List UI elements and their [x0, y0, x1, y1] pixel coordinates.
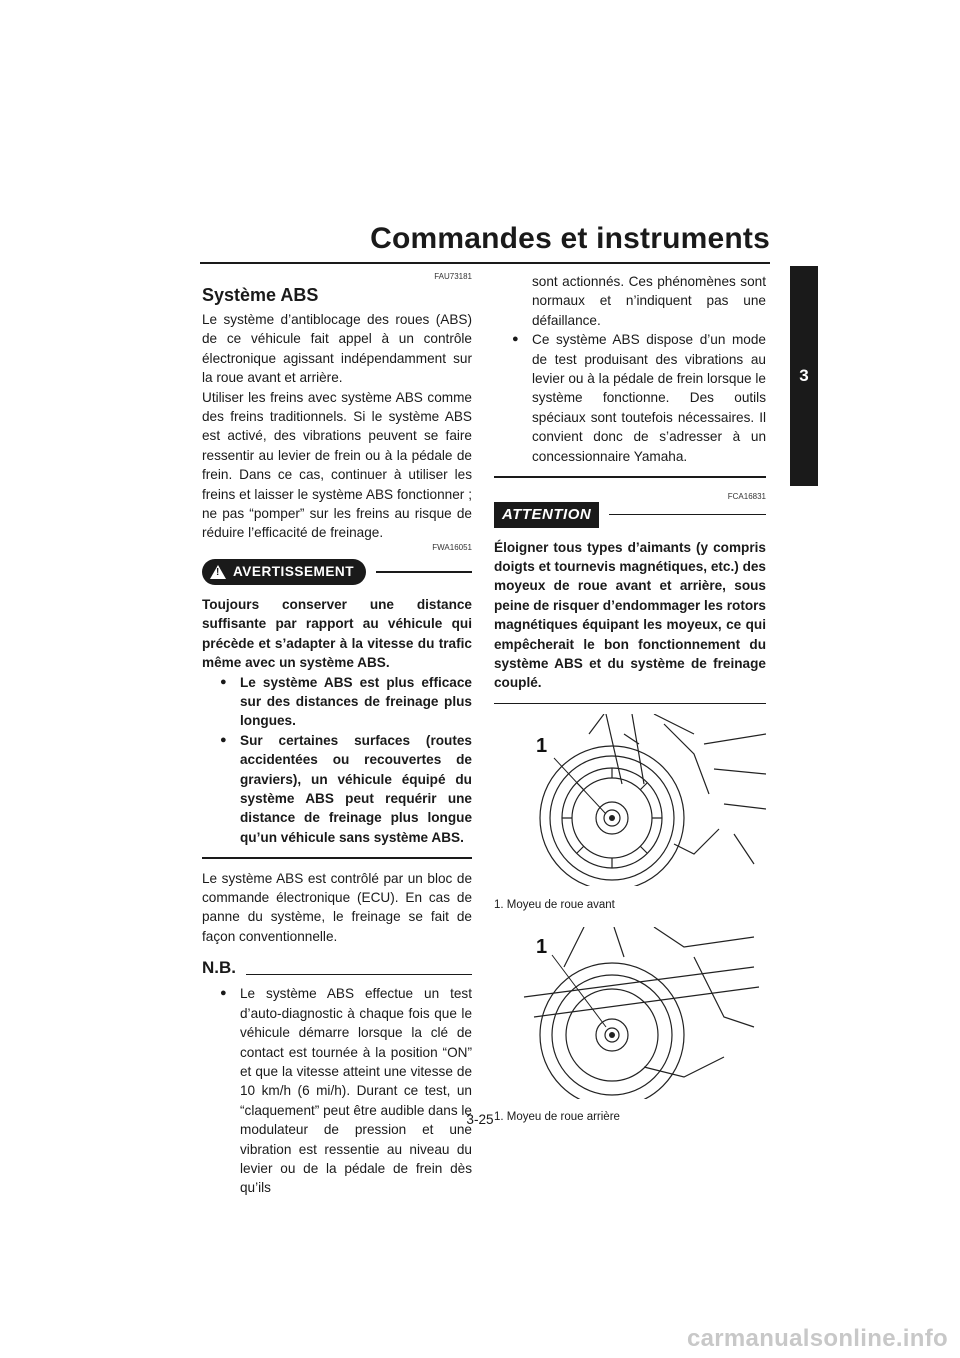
- note-label: N.B.: [202, 958, 236, 978]
- paragraph: Utiliser les freins avec système ABS comme des freins traditionnels. Si le système ABS est activé, des vibrations peuvent se faire ressentir au levier de frein ou à la pédale de frein. Dans ce cas, continuer à utiliser les freins et laisser le système ABS fonctionner ; ne pas “pomper” sur les freins au risque de réduire l’efficacité de freinage.: [202, 389, 472, 541]
- note-bullet: ● Le système ABS effectue un test d’auto-diagnostic à chaque fois que le véhicule démarre lorsque la clé de contact est tournée à la position “ON” et que la vitesse atteint une vitesse de 10 km/h (6 mi/h). Durant ce test, un “claquement” peut être audible dans le modulateur de pression et une vibration est ressentie au niveau du levier ou de la pédale de frein dès qu’ils: [218, 984, 472, 1197]
- note-end-rule: [494, 476, 766, 478]
- caution-end-rule: [494, 703, 766, 705]
- paragraph: Le système ABS est contrôlé par un bloc de commande électronique (ECU). En cas de panne du système, le freinage se fait de façon conventionnelle.: [202, 870, 472, 944]
- page-title: Commandes et instruments: [370, 222, 770, 255]
- front-wheel-hub-illustration: [494, 714, 766, 886]
- note-header: [202, 958, 472, 978]
- paragraph: Le système d’antiblocage des roues (ABS) de ce véhicule fait appel à un contrôle électronique agissant indépendamment sur la roue avant et arrière.: [202, 312, 472, 386]
- warning-bullet: ● Sur certaines surfaces (routes accidentées ou recouvertes de graviers), un véhicule équipé du système ABS peut requérir une distance de freinage plus longue qu’un véhicule sans système ABS.: [218, 731, 472, 847]
- warning-text: Toujours conserver une distance suffisante par rapport au véhicule qui précède et s’adapter à la vitesse du trafic même avec un système ABS.: [202, 596, 472, 671]
- section-title: Système ABS: [202, 285, 319, 305]
- caution-header: [494, 502, 766, 528]
- caution-badge: ATTENTION: [494, 502, 599, 528]
- note-rule: [246, 974, 472, 976]
- warning-label: AVERTISSEMENT: [233, 564, 355, 580]
- callout-number: 1: [536, 935, 548, 958]
- rear-wheel-figure: [494, 927, 766, 1125]
- warning-icon: !: [210, 565, 226, 579]
- caution-rule: [609, 514, 766, 516]
- caution-code: FCA16831: [727, 491, 766, 501]
- right-column: [494, 272, 766, 1125]
- front-wheel-figure: [494, 714, 766, 912]
- warning-code: FWA16051: [432, 542, 472, 552]
- warning-bullet: ● Le système ABS est plus efficace sur des distances de freinage plus longues.: [218, 673, 472, 731]
- chapter-tab: 3: [790, 266, 818, 486]
- section-code: FAU73181: [434, 272, 472, 281]
- figure-caption: 1. Moyeu de roue arrière: [494, 1111, 620, 1124]
- header-rule: [200, 262, 770, 264]
- warning-badge: [202, 559, 366, 585]
- warning-header: [202, 559, 472, 585]
- rear-wheel-hub-illustration: [494, 927, 766, 1099]
- callout-number: 1: [536, 735, 548, 758]
- note-bullet: ● Ce système ABS dispose d’un mode de test produisant des vibrations au levier ou à la pédale de frein lorsque le système fonctionne. Des outils spéciaux sont toutefois nécessaires. Il convient donc de s’adresser à un concessionnaire Yamaha.: [510, 330, 766, 466]
- left-column: [202, 272, 472, 1198]
- warning-rule: [376, 571, 472, 573]
- figure-caption: 1. Moyeu de roue avant: [494, 898, 615, 911]
- warning-end-rule: [202, 857, 472, 859]
- watermark: carmanualsonline.info: [686, 1325, 948, 1352]
- page-number: 3-25: [466, 1112, 494, 1127]
- caution-text: Éloigner tous types d’aimants (y compris doigts et tournevis magnétiques, etc.) des moyeux de roue avant et arrière, sous peine de risquer d’endommager les rotors magnétiques équipant les moyeux, ce qui empêcherait le bon fonctionnement du système ABS et du système de freinage couplé.: [494, 539, 766, 691]
- note-bullet-continued: sont actionnés. Ces phénomènes sont normaux et n’indiquent pas une défaillance.: [532, 274, 766, 328]
